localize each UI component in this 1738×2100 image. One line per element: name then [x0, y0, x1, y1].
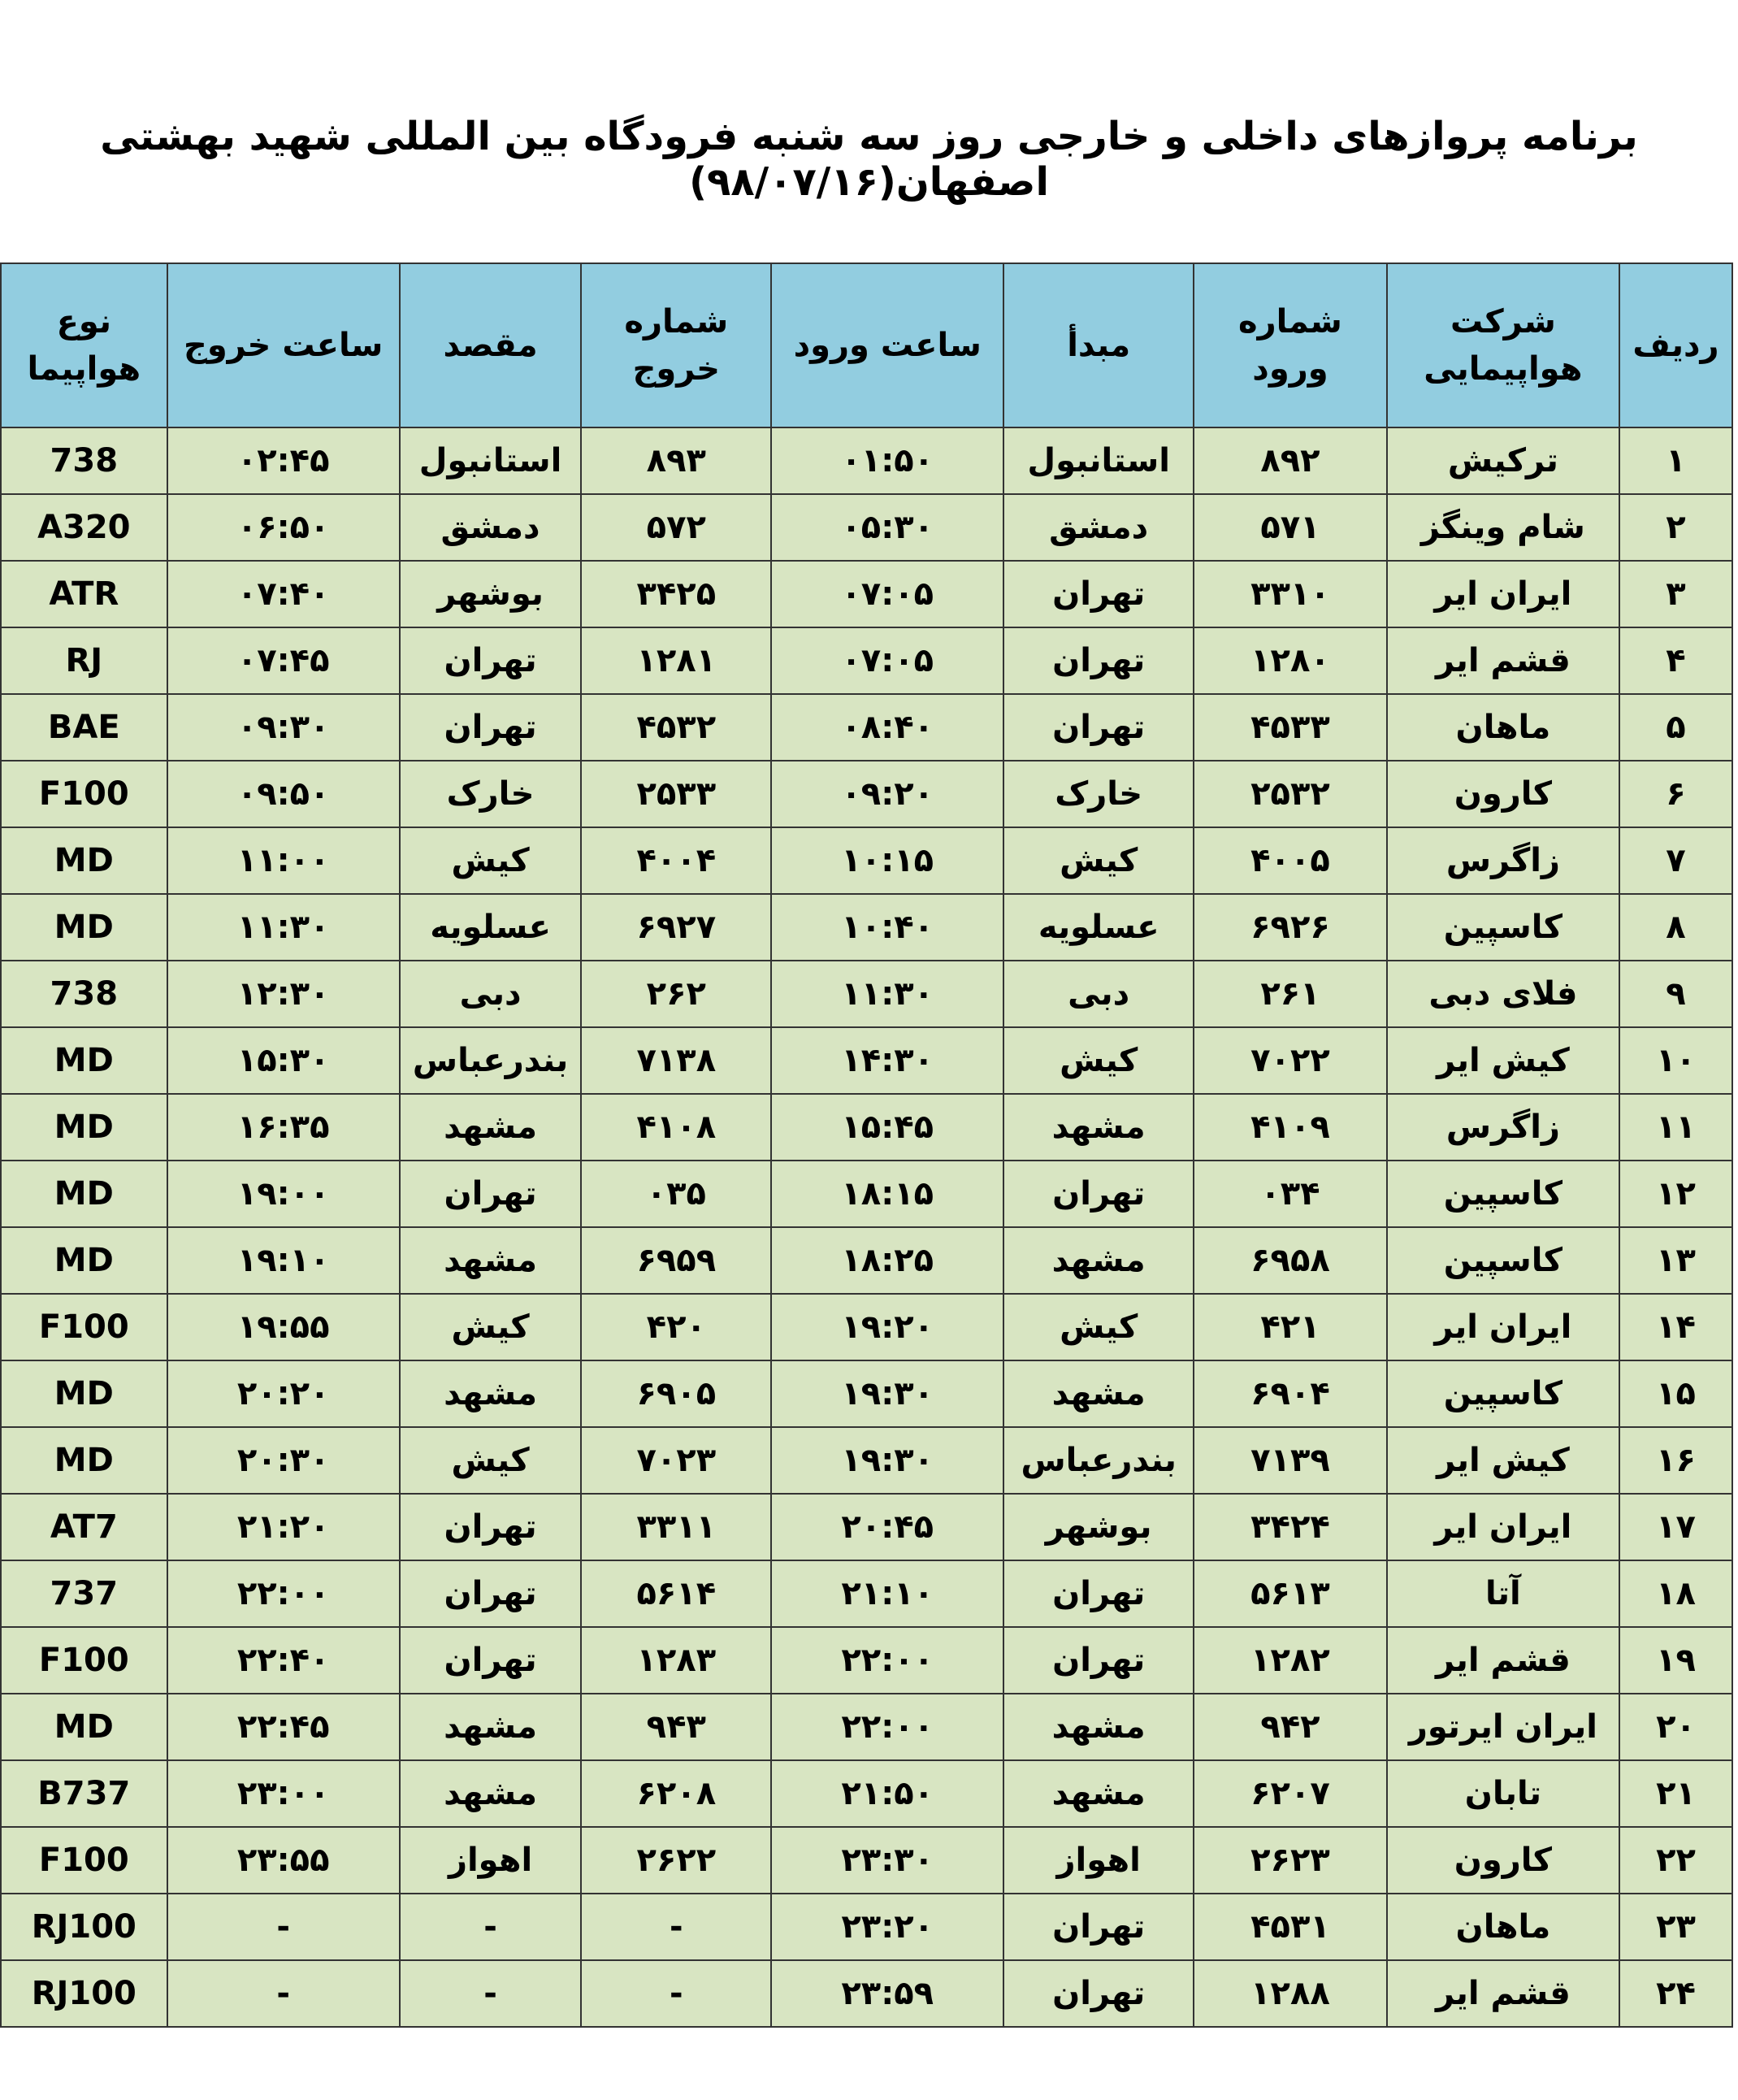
arrival-time-cell: ۲۰:۴۵ — [771, 1494, 1003, 1560]
table-row — [1, 1560, 1732, 1627]
row-number-cell: ۲۴ — [1619, 1960, 1732, 2027]
aircraft-type-cell: MD — [1, 1161, 167, 1227]
table-row — [1, 1827, 1732, 1894]
destination-cell: بوشهر — [400, 561, 582, 627]
departure-time-cell: - — [167, 1960, 400, 2027]
airline-cell: قشم ایر — [1387, 627, 1619, 694]
arrival-time-cell: ۰۵:۳۰ — [771, 494, 1003, 561]
header-origin: مبدأ — [1003, 263, 1194, 427]
aircraft-type-cell: F100 — [1, 1294, 167, 1360]
table-row — [1, 961, 1732, 1027]
destination-cell: تهران — [400, 627, 582, 694]
header-departure-number: شماره خروج — [581, 263, 771, 427]
airline-cell: زاگرس — [1387, 827, 1619, 894]
table-row — [1, 1294, 1732, 1360]
row-number-cell: ۵ — [1619, 694, 1732, 761]
airline-cell: ترکیش — [1387, 427, 1619, 494]
table-row — [1, 1894, 1732, 1960]
departure-number-cell: ۵۶۱۴ — [581, 1560, 771, 1627]
aircraft-type-cell: MD — [1, 1094, 167, 1161]
row-number-cell: ۸ — [1619, 894, 1732, 961]
header-arrival-number: شماره ورود — [1194, 263, 1387, 427]
airline-cell: ایران ایر — [1387, 1494, 1619, 1560]
table-row — [1, 561, 1732, 627]
arrival-number-cell: ۲۶۱ — [1194, 961, 1387, 1027]
arrival-number-cell: ۲۵۳۲ — [1194, 761, 1387, 827]
departure-number-cell: ۴۰۰۴ — [581, 827, 771, 894]
airline-cell: قشم ایر — [1387, 1627, 1619, 1694]
aircraft-type-cell: 737 — [1, 1560, 167, 1627]
departure-time-cell: ۲۰:۲۰ — [167, 1360, 400, 1427]
header-destination: مقصد — [400, 263, 582, 427]
departure-time-cell: ۲۲:۴۰ — [167, 1627, 400, 1694]
row-number-cell: ۱۴ — [1619, 1294, 1732, 1360]
aircraft-type-cell: F100 — [1, 1827, 167, 1894]
departure-time-cell: ۱۹:۵۵ — [167, 1294, 400, 1360]
departure-number-cell: ۱۲۸۳ — [581, 1627, 771, 1694]
departure-number-cell: ۷۱۳۸ — [581, 1027, 771, 1094]
destination-cell: کیش — [400, 1427, 582, 1494]
origin-cell: خارک — [1003, 761, 1194, 827]
departure-number-cell: ۶۹۵۹ — [581, 1227, 771, 1294]
table-row — [1, 1760, 1732, 1827]
arrival-time-cell: ۰۷:۰۵ — [771, 627, 1003, 694]
row-number-cell: ۷ — [1619, 827, 1732, 894]
arrival-number-cell: ۴۱۰۹ — [1194, 1094, 1387, 1161]
airline-cell: زاگرس — [1387, 1094, 1619, 1161]
departure-number-cell: ۳۴۲۵ — [581, 561, 771, 627]
aircraft-type-cell: RJ100 — [1, 1960, 167, 2027]
aircraft-type-cell: AT7 — [1, 1494, 167, 1560]
destination-cell: استانبول — [400, 427, 582, 494]
aircraft-type-cell: F100 — [1, 761, 167, 827]
flight-rows — [1, 427, 1732, 2027]
arrival-number-cell: ۷۱۳۹ — [1194, 1427, 1387, 1494]
destination-cell: تهران — [400, 1627, 582, 1694]
header-row — [1, 263, 1732, 427]
arrival-number-cell: ۱۲۸۸ — [1194, 1960, 1387, 2027]
row-number-cell: ۲۲ — [1619, 1827, 1732, 1894]
table-row — [1, 894, 1732, 961]
page-title: برنامه پروازهای داخلی و خارجی روز سه شنبه فرودگاه بین المللی شهید بهشتی اصفهان(۹۸/۰۷/۱۶) — [100, 114, 1638, 205]
row-number-cell: ۱۸ — [1619, 1560, 1732, 1627]
aircraft-type-cell: B737 — [1, 1760, 167, 1827]
arrival-number-cell: ۶۲۰۷ — [1194, 1760, 1387, 1827]
table-row — [1, 1161, 1732, 1227]
origin-cell: دبی — [1003, 961, 1194, 1027]
row-number-cell: ۱۹ — [1619, 1627, 1732, 1694]
departure-time-cell: ۰۷:۴۰ — [167, 561, 400, 627]
table-row — [1, 627, 1732, 694]
destination-cell: عسلویه — [400, 894, 582, 961]
row-number-cell: ۱۱ — [1619, 1094, 1732, 1161]
table-row — [1, 827, 1732, 894]
departure-time-cell: ۰۲:۴۵ — [167, 427, 400, 494]
row-number-cell: ۴ — [1619, 627, 1732, 694]
departure-time-cell: ۲۱:۲۰ — [167, 1494, 400, 1560]
aircraft-type-cell: ATR — [1, 561, 167, 627]
origin-cell: مشهد — [1003, 1760, 1194, 1827]
airline-cell: ماهان — [1387, 1894, 1619, 1960]
header-aircraft-type: نوع هواپیما — [1, 263, 167, 427]
row-number-cell: ۱۶ — [1619, 1427, 1732, 1494]
origin-cell: تهران — [1003, 561, 1194, 627]
origin-cell: مشهد — [1003, 1094, 1194, 1161]
airline-cell: کاسپین — [1387, 1161, 1619, 1227]
row-number-cell: ۲۰ — [1619, 1694, 1732, 1760]
departure-number-cell: ۷۰۲۳ — [581, 1427, 771, 1494]
destination-cell: - — [400, 1960, 582, 2027]
arrival-number-cell: ۴۲۱ — [1194, 1294, 1387, 1360]
row-number-cell: ۳ — [1619, 561, 1732, 627]
arrival-time-cell: ۱۵:۴۵ — [771, 1094, 1003, 1161]
arrival-number-cell: ۱۲۸۰ — [1194, 627, 1387, 694]
row-number-cell: ۱۳ — [1619, 1227, 1732, 1294]
airline-cell: کارون — [1387, 1827, 1619, 1894]
departure-time-cell: ۲۰:۳۰ — [167, 1427, 400, 1494]
arrival-time-cell: ۲۳:۲۰ — [771, 1894, 1003, 1960]
row-number-cell: ۱۷ — [1619, 1494, 1732, 1560]
table-row — [1, 761, 1732, 827]
destination-cell: بندرعباس — [400, 1027, 582, 1094]
arrival-number-cell: ۵۶۱۳ — [1194, 1560, 1387, 1627]
origin-cell: استانبول — [1003, 427, 1194, 494]
origin-cell: مشهد — [1003, 1227, 1194, 1294]
aircraft-type-cell: 738 — [1, 961, 167, 1027]
aircraft-type-cell: RJ100 — [1, 1894, 167, 1960]
table-row — [1, 427, 1732, 494]
arrival-time-cell: ۱۴:۳۰ — [771, 1027, 1003, 1094]
origin-cell: تهران — [1003, 1960, 1194, 2027]
destination-cell: مشهد — [400, 1360, 582, 1427]
departure-time-cell: ۲۳:۵۵ — [167, 1827, 400, 1894]
origin-cell: مشهد — [1003, 1694, 1194, 1760]
destination-cell: مشهد — [400, 1094, 582, 1161]
table-row — [1, 1360, 1732, 1427]
arrival-time-cell: ۰۷:۰۵ — [771, 561, 1003, 627]
row-number-cell: ۱۲ — [1619, 1161, 1732, 1227]
destination-cell: دمشق — [400, 494, 582, 561]
row-number-cell: ۲۳ — [1619, 1894, 1732, 1960]
departure-number-cell: ۵۷۲ — [581, 494, 771, 561]
origin-cell: تهران — [1003, 627, 1194, 694]
arrival-time-cell: ۱۹:۲۰ — [771, 1294, 1003, 1360]
airline-cell: فلای دبی — [1387, 961, 1619, 1027]
departure-number-cell: ۴۱۰۸ — [581, 1094, 771, 1161]
origin-cell: عسلویه — [1003, 894, 1194, 961]
arrival-time-cell: ۲۱:۱۰ — [771, 1560, 1003, 1627]
departure-time-cell: ۱۹:۰۰ — [167, 1161, 400, 1227]
departure-number-cell: ۰۳۵ — [581, 1161, 771, 1227]
departure-time-cell: ۱۶:۳۵ — [167, 1094, 400, 1161]
arrival-number-cell: ۹۴۲ — [1194, 1694, 1387, 1760]
aircraft-type-cell: MD — [1, 1694, 167, 1760]
departure-time-cell: ۲۲:۴۵ — [167, 1694, 400, 1760]
airline-cell: آتا — [1387, 1560, 1619, 1627]
table-row — [1, 1627, 1732, 1694]
airline-cell: ایران ایر — [1387, 561, 1619, 627]
origin-cell: کیش — [1003, 1027, 1194, 1094]
header-departure-time: ساعت خروج — [167, 263, 400, 427]
departure-number-cell: ۶۹۰۵ — [581, 1360, 771, 1427]
arrival-number-cell: ۳۳۱۰ — [1194, 561, 1387, 627]
origin-cell: تهران — [1003, 1627, 1194, 1694]
origin-cell: اهواز — [1003, 1827, 1194, 1894]
destination-cell: مشهد — [400, 1760, 582, 1827]
airline-cell: کارون — [1387, 761, 1619, 827]
arrival-time-cell: ۰۱:۵۰ — [771, 427, 1003, 494]
departure-number-cell: ۲۵۳۳ — [581, 761, 771, 827]
table-row — [1, 1694, 1732, 1760]
aircraft-type-cell: RJ — [1, 627, 167, 694]
arrival-time-cell: ۲۳:۵۹ — [771, 1960, 1003, 2027]
departure-time-cell: ۲۲:۰۰ — [167, 1560, 400, 1627]
departure-number-cell: ۳۳۱۱ — [581, 1494, 771, 1560]
arrival-time-cell: ۱۸:۲۵ — [771, 1227, 1003, 1294]
flight-schedule-table — [0, 262, 1733, 2028]
aircraft-type-cell: BAE — [1, 694, 167, 761]
aircraft-type-cell: MD — [1, 1360, 167, 1427]
origin-cell: بندرعباس — [1003, 1427, 1194, 1494]
arrival-time-cell: ۰۸:۴۰ — [771, 694, 1003, 761]
row-number-cell: ۱۵ — [1619, 1360, 1732, 1427]
origin-cell: تهران — [1003, 694, 1194, 761]
aircraft-type-cell: 738 — [1, 427, 167, 494]
row-number-cell: ۲ — [1619, 494, 1732, 561]
arrival-number-cell: ۷۰۲۲ — [1194, 1027, 1387, 1094]
arrival-time-cell: ۱۸:۱۵ — [771, 1161, 1003, 1227]
aircraft-type-cell: MD — [1, 1427, 167, 1494]
origin-cell: تهران — [1003, 1560, 1194, 1627]
airline-cell: کاسپین — [1387, 894, 1619, 961]
destination-cell: کیش — [400, 1294, 582, 1360]
header-row-number: ردیف — [1619, 263, 1732, 427]
destination-cell: تهران — [400, 1161, 582, 1227]
arrival-time-cell: ۲۳:۳۰ — [771, 1827, 1003, 1894]
departure-number-cell: - — [581, 1894, 771, 1960]
destination-cell: مشهد — [400, 1694, 582, 1760]
departure-time-cell: ۲۳:۰۰ — [167, 1760, 400, 1827]
table-row — [1, 1027, 1732, 1094]
table-row — [1, 1494, 1732, 1560]
aircraft-type-cell: MD — [1, 894, 167, 961]
origin-cell: تهران — [1003, 1894, 1194, 1960]
destination-cell: کیش — [400, 827, 582, 894]
arrival-number-cell: ۳۴۲۴ — [1194, 1494, 1387, 1560]
arrival-number-cell: ۰۳۴ — [1194, 1161, 1387, 1227]
row-number-cell: ۶ — [1619, 761, 1732, 827]
aircraft-type-cell: F100 — [1, 1627, 167, 1694]
origin-cell: کیش — [1003, 827, 1194, 894]
arrival-time-cell: ۱۹:۳۰ — [771, 1360, 1003, 1427]
airline-cell: کیش ایر — [1387, 1427, 1619, 1494]
departure-number-cell: ۲۶۲ — [581, 961, 771, 1027]
airline-cell: ماهان — [1387, 694, 1619, 761]
airline-cell: تابان — [1387, 1760, 1619, 1827]
destination-cell: خارک — [400, 761, 582, 827]
header-airline: شرکت هواپیمایی — [1387, 263, 1619, 427]
destination-cell: اهواز — [400, 1827, 582, 1894]
aircraft-type-cell: MD — [1, 827, 167, 894]
arrival-time-cell: ۱۱:۳۰ — [771, 961, 1003, 1027]
departure-time-cell: ۱۵:۳۰ — [167, 1027, 400, 1094]
destination-cell: دبی — [400, 961, 582, 1027]
arrival-number-cell: ۶۹۲۶ — [1194, 894, 1387, 961]
destination-cell: - — [400, 1894, 582, 1960]
row-number-cell: ۱۰ — [1619, 1027, 1732, 1094]
airline-cell: ایران ایر — [1387, 1294, 1619, 1360]
table-row — [1, 494, 1732, 561]
departure-time-cell: ۰۶:۵۰ — [167, 494, 400, 561]
departure-number-cell: - — [581, 1960, 771, 2027]
departure-time-cell: - — [167, 1894, 400, 1960]
arrival-number-cell: ۶۹۰۴ — [1194, 1360, 1387, 1427]
table-row — [1, 1094, 1732, 1161]
aircraft-type-cell: A320 — [1, 494, 167, 561]
arrival-number-cell: ۵۷۱ — [1194, 494, 1387, 561]
row-number-cell: ۹ — [1619, 961, 1732, 1027]
aircraft-type-cell: MD — [1, 1027, 167, 1094]
departure-number-cell: ۸۹۳ — [581, 427, 771, 494]
departure-number-cell: ۶۲۰۸ — [581, 1760, 771, 1827]
arrival-number-cell: ۴۵۳۳ — [1194, 694, 1387, 761]
destination-cell: مشهد — [400, 1227, 582, 1294]
departure-number-cell: ۱۲۸۱ — [581, 627, 771, 694]
header-arrival-time: ساعت ورود — [771, 263, 1003, 427]
departure-time-cell: ۱۱:۰۰ — [167, 827, 400, 894]
departure-time-cell: ۰۹:۳۰ — [167, 694, 400, 761]
arrival-number-cell: ۴۵۳۱ — [1194, 1894, 1387, 1960]
departure-number-cell: ۲۶۲۲ — [581, 1827, 771, 1894]
departure-time-cell: ۱۱:۳۰ — [167, 894, 400, 961]
arrival-number-cell: ۶۹۵۸ — [1194, 1227, 1387, 1294]
arrival-number-cell: ۸۹۲ — [1194, 427, 1387, 494]
origin-cell: تهران — [1003, 1161, 1194, 1227]
arrival-time-cell: ۲۲:۰۰ — [771, 1694, 1003, 1760]
departure-time-cell: ۰۷:۴۵ — [167, 627, 400, 694]
arrival-time-cell: ۱۹:۳۰ — [771, 1427, 1003, 1494]
departure-number-cell: ۹۴۳ — [581, 1694, 771, 1760]
airline-cell: کیش ایر — [1387, 1027, 1619, 1094]
airline-cell: کاسپین — [1387, 1360, 1619, 1427]
arrival-time-cell: ۲۱:۵۰ — [771, 1760, 1003, 1827]
origin-cell: مشهد — [1003, 1360, 1194, 1427]
destination-cell: تهران — [400, 694, 582, 761]
row-number-cell: ۲۱ — [1619, 1760, 1732, 1827]
origin-cell: دمشق — [1003, 494, 1194, 561]
destination-cell: تهران — [400, 1494, 582, 1560]
arrival-time-cell: ۲۲:۰۰ — [771, 1627, 1003, 1694]
table-row — [1, 694, 1732, 761]
airline-cell: قشم ایر — [1387, 1960, 1619, 2027]
origin-cell: بوشهر — [1003, 1494, 1194, 1560]
departure-time-cell: ۱۹:۱۰ — [167, 1227, 400, 1294]
departure-number-cell: ۴۲۰ — [581, 1294, 771, 1360]
departure-number-cell: ۴۵۳۲ — [581, 694, 771, 761]
arrival-time-cell: ۰۹:۲۰ — [771, 761, 1003, 827]
arrival-number-cell: ۲۶۲۳ — [1194, 1827, 1387, 1894]
aircraft-type-cell: MD — [1, 1227, 167, 1294]
airline-cell: ایران ایرتور — [1387, 1694, 1619, 1760]
departure-time-cell: ۱۲:۳۰ — [167, 961, 400, 1027]
row-number-cell: ۱ — [1619, 427, 1732, 494]
departure-time-cell: ۰۹:۵۰ — [167, 761, 400, 827]
arrival-number-cell: ۱۲۸۲ — [1194, 1627, 1387, 1694]
table-row — [1, 1227, 1732, 1294]
table-row — [1, 1960, 1732, 2027]
arrival-time-cell: ۱۰:۴۰ — [771, 894, 1003, 961]
destination-cell: تهران — [400, 1560, 582, 1627]
airline-cell: کاسپین — [1387, 1227, 1619, 1294]
arrival-time-cell: ۱۰:۱۵ — [771, 827, 1003, 894]
airline-cell: شام وینگز — [1387, 494, 1619, 561]
departure-number-cell: ۶۹۲۷ — [581, 894, 771, 961]
table-row — [1, 1427, 1732, 1494]
arrival-number-cell: ۴۰۰۵ — [1194, 827, 1387, 894]
origin-cell: کیش — [1003, 1294, 1194, 1360]
